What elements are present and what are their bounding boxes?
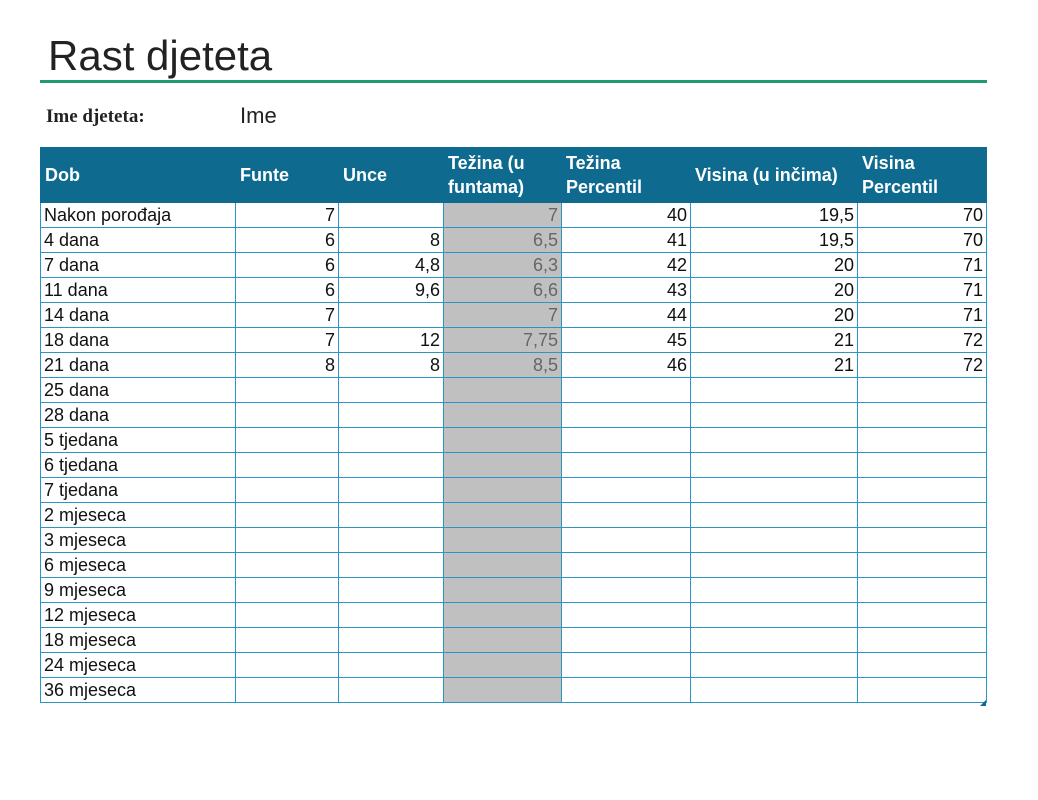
cell-height-percentile[interactable] bbox=[858, 428, 987, 453]
cell-ounces[interactable] bbox=[339, 603, 444, 628]
cell-pounds[interactable]: 6 bbox=[236, 278, 339, 303]
table-resize-handle[interactable] bbox=[980, 700, 986, 706]
column-header-weight-in-pounds[interactable]: Težina (u funtama) bbox=[444, 148, 562, 202]
cell-ounces[interactable] bbox=[339, 428, 444, 453]
cell-pounds[interactable] bbox=[236, 503, 339, 528]
cell-age[interactable]: 2 mjeseca bbox=[41, 503, 236, 528]
cell-pounds[interactable] bbox=[236, 578, 339, 603]
cell-weight-percentile[interactable] bbox=[562, 653, 691, 678]
cell-weight-in-pounds[interactable] bbox=[444, 603, 562, 628]
cell-pounds[interactable]: 6 bbox=[236, 253, 339, 278]
cell-pounds[interactable]: 8 bbox=[236, 353, 339, 378]
cell-pounds[interactable] bbox=[236, 528, 339, 553]
cell-height-in-inches[interactable] bbox=[691, 578, 858, 603]
cell-pounds[interactable] bbox=[236, 653, 339, 678]
cell-height-in-inches[interactable] bbox=[691, 603, 858, 628]
cell-weight-percentile[interactable] bbox=[562, 553, 691, 578]
cell-ounces[interactable] bbox=[339, 303, 444, 328]
cell-pounds[interactable]: 7 bbox=[236, 303, 339, 328]
cell-weight-percentile[interactable]: 46 bbox=[562, 353, 691, 378]
cell-weight-percentile[interactable] bbox=[562, 528, 691, 553]
table-row bbox=[41, 253, 987, 278]
cell-pounds[interactable] bbox=[236, 428, 339, 453]
cell-height-in-inches[interactable]: 21 bbox=[691, 328, 858, 353]
cell-height-in-inches[interactable] bbox=[691, 403, 858, 428]
cell-height-in-inches[interactable] bbox=[691, 653, 858, 678]
cell-ounces[interactable] bbox=[339, 202, 444, 228]
column-header-pounds[interactable]: Funte bbox=[236, 148, 339, 202]
cell-weight-percentile[interactable] bbox=[562, 403, 691, 428]
table-row bbox=[41, 528, 987, 553]
cell-height-in-inches[interactable] bbox=[691, 528, 858, 553]
cell-height-percentile[interactable] bbox=[858, 478, 987, 503]
cell-height-percentile[interactable] bbox=[858, 378, 987, 403]
table-row bbox=[41, 553, 987, 578]
cell-weight-percentile[interactable] bbox=[562, 378, 691, 403]
cell-height-percentile[interactable]: 72 bbox=[858, 353, 987, 378]
cell-age[interactable]: 11 dana bbox=[41, 278, 236, 303]
cell-ounces[interactable] bbox=[339, 653, 444, 678]
cell-height-in-inches[interactable] bbox=[691, 553, 858, 578]
cell-weight-in-pounds[interactable] bbox=[444, 578, 562, 603]
cell-height-in-inches[interactable] bbox=[691, 478, 858, 503]
cell-weight-in-pounds[interactable] bbox=[444, 378, 562, 403]
cell-age[interactable]: 4 dana bbox=[41, 228, 236, 253]
cell-weight-in-pounds[interactable]: 6,6 bbox=[444, 278, 562, 303]
table-row bbox=[41, 478, 987, 503]
cell-height-percentile[interactable]: 71 bbox=[858, 303, 987, 328]
cell-height-percentile[interactable] bbox=[858, 528, 987, 553]
cell-weight-in-pounds[interactable] bbox=[444, 628, 562, 653]
cell-ounces[interactable] bbox=[339, 478, 444, 503]
growth-table bbox=[40, 147, 987, 703]
cell-height-percentile[interactable]: 70 bbox=[858, 228, 987, 253]
cell-age[interactable]: 25 dana bbox=[41, 378, 236, 403]
cell-ounces[interactable]: 9,6 bbox=[339, 278, 444, 303]
table-row bbox=[41, 453, 987, 478]
cell-height-in-inches[interactable] bbox=[691, 453, 858, 478]
cell-age[interactable]: 9 mjeseca bbox=[41, 578, 236, 603]
cell-weight-percentile[interactable] bbox=[562, 453, 691, 478]
cell-height-percentile[interactable]: 71 bbox=[858, 278, 987, 303]
cell-pounds[interactable] bbox=[236, 403, 339, 428]
cell-weight-in-pounds[interactable] bbox=[444, 553, 562, 578]
cell-pounds[interactable] bbox=[236, 603, 339, 628]
cell-height-percentile[interactable] bbox=[858, 453, 987, 478]
table-row bbox=[41, 678, 987, 703]
cell-height-in-inches[interactable]: 20 bbox=[691, 253, 858, 278]
cell-weight-percentile[interactable]: 41 bbox=[562, 228, 691, 253]
cell-weight-in-pounds[interactable]: 6,5 bbox=[444, 228, 562, 253]
cell-age[interactable]: 6 mjeseca bbox=[41, 553, 236, 578]
cell-weight-in-pounds[interactable] bbox=[444, 428, 562, 453]
column-header-age[interactable]: Dob bbox=[41, 148, 236, 202]
cell-height-in-inches[interactable]: 19,5 bbox=[691, 202, 858, 228]
cell-height-percentile[interactable] bbox=[858, 628, 987, 653]
cell-age[interactable]: Nakon porođaja bbox=[41, 202, 236, 228]
cell-weight-percentile[interactable]: 45 bbox=[562, 328, 691, 353]
cell-age[interactable]: 36 mjeseca bbox=[41, 678, 236, 703]
cell-weight-percentile[interactable]: 44 bbox=[562, 303, 691, 328]
cell-weight-in-pounds[interactable] bbox=[444, 478, 562, 503]
cell-weight-in-pounds[interactable] bbox=[444, 453, 562, 478]
page-title: Rast djeteta bbox=[48, 32, 273, 79]
cell-ounces[interactable] bbox=[339, 678, 444, 703]
cell-age[interactable]: 7 tjedana bbox=[41, 478, 236, 503]
cell-height-in-inches[interactable] bbox=[691, 428, 858, 453]
table-row bbox=[41, 578, 987, 603]
cell-age[interactable]: 18 dana bbox=[41, 328, 236, 353]
cell-ounces[interactable]: 12 bbox=[339, 328, 444, 353]
cell-weight-in-pounds[interactable]: 7 bbox=[444, 202, 562, 228]
cell-weight-in-pounds[interactable]: 7,75 bbox=[444, 328, 562, 353]
cell-height-in-inches[interactable] bbox=[691, 503, 858, 528]
cell-ounces[interactable] bbox=[339, 528, 444, 553]
cell-age[interactable]: 18 mjeseca bbox=[41, 628, 236, 653]
cell-height-percentile[interactable]: 70 bbox=[858, 202, 987, 228]
cell-height-in-inches[interactable]: 20 bbox=[691, 278, 858, 303]
cell-pounds[interactable] bbox=[236, 378, 339, 403]
table-row bbox=[41, 503, 987, 528]
table-row bbox=[41, 428, 987, 453]
table-row bbox=[41, 653, 987, 678]
cell-ounces[interactable]: 8 bbox=[339, 353, 444, 378]
cell-weight-in-pounds[interactable]: 6,3 bbox=[444, 253, 562, 278]
table-row bbox=[41, 328, 987, 353]
cell-weight-percentile[interactable] bbox=[562, 578, 691, 603]
cell-weight-percentile[interactable] bbox=[562, 428, 691, 453]
cell-weight-in-pounds[interactable]: 8,5 bbox=[444, 353, 562, 378]
cell-weight-percentile[interactable] bbox=[562, 678, 691, 703]
cell-height-in-inches[interactable]: 21 bbox=[691, 353, 858, 378]
cell-pounds[interactable] bbox=[236, 678, 339, 703]
cell-age[interactable]: 7 dana bbox=[41, 253, 236, 278]
cell-height-percentile[interactable] bbox=[858, 603, 987, 628]
cell-ounces[interactable] bbox=[339, 578, 444, 603]
growth-table-body bbox=[41, 202, 987, 703]
table-row bbox=[41, 202, 987, 228]
cell-weight-percentile[interactable] bbox=[562, 603, 691, 628]
cell-age[interactable]: 12 mjeseca bbox=[41, 603, 236, 628]
cell-weight-in-pounds[interactable] bbox=[444, 678, 562, 703]
cell-height-in-inches[interactable]: 19,5 bbox=[691, 228, 858, 253]
cell-weight-in-pounds[interactable]: 7 bbox=[444, 303, 562, 328]
child-name-field[interactable]: Ime bbox=[240, 103, 277, 128]
cell-weight-in-pounds[interactable] bbox=[444, 653, 562, 678]
cell-ounces[interactable] bbox=[339, 453, 444, 478]
cell-height-percentile[interactable] bbox=[858, 403, 987, 428]
column-header-weight-percentile[interactable]: Težina Percentil bbox=[562, 148, 691, 202]
cell-height-percentile[interactable]: 71 bbox=[858, 253, 987, 278]
cell-age[interactable]: 3 mjeseca bbox=[41, 528, 236, 553]
cell-age[interactable]: 21 dana bbox=[41, 353, 236, 378]
cell-ounces[interactable] bbox=[339, 628, 444, 653]
cell-height-in-inches[interactable] bbox=[691, 378, 858, 403]
cell-weight-percentile[interactable] bbox=[562, 503, 691, 528]
cell-ounces[interactable] bbox=[339, 503, 444, 528]
cell-weight-percentile[interactable]: 42 bbox=[562, 253, 691, 278]
cell-height-percentile[interactable] bbox=[858, 503, 987, 528]
cell-pounds[interactable] bbox=[236, 628, 339, 653]
cell-pounds[interactable]: 7 bbox=[236, 328, 339, 353]
table-row bbox=[41, 378, 987, 403]
cell-age[interactable]: 5 tjedana bbox=[41, 428, 236, 453]
cell-weight-percentile[interactable]: 40 bbox=[562, 202, 691, 228]
cell-height-percentile[interactable]: 72 bbox=[858, 328, 987, 353]
cell-weight-in-pounds[interactable] bbox=[444, 403, 562, 428]
cell-pounds[interactable]: 6 bbox=[236, 228, 339, 253]
cell-pounds[interactable]: 7 bbox=[236, 202, 339, 228]
table-row bbox=[41, 278, 987, 303]
title-underline bbox=[40, 80, 987, 83]
cell-age[interactable]: 24 mjeseca bbox=[41, 653, 236, 678]
column-header-height-in-inches[interactable]: Visina (u inčima) bbox=[691, 148, 858, 202]
table-row bbox=[41, 403, 987, 428]
cell-age[interactable]: 14 dana bbox=[41, 303, 236, 328]
table-row bbox=[41, 353, 987, 378]
cell-pounds[interactable] bbox=[236, 453, 339, 478]
cell-weight-in-pounds[interactable] bbox=[444, 528, 562, 553]
cell-weight-percentile[interactable] bbox=[562, 478, 691, 503]
cell-height-percentile[interactable] bbox=[858, 678, 987, 703]
cell-weight-percentile[interactable]: 43 bbox=[562, 278, 691, 303]
column-header-ounces[interactable]: Unce bbox=[339, 148, 444, 202]
cell-weight-percentile[interactable] bbox=[562, 628, 691, 653]
cell-ounces[interactable]: 8 bbox=[339, 228, 444, 253]
cell-height-percentile[interactable] bbox=[858, 653, 987, 678]
cell-ounces[interactable] bbox=[339, 403, 444, 428]
cell-ounces[interactable]: 4,8 bbox=[339, 253, 444, 278]
cell-age[interactable]: 6 tjedana bbox=[41, 453, 236, 478]
child-name-label: Ime djeteta: bbox=[46, 106, 145, 127]
cell-ounces[interactable] bbox=[339, 553, 444, 578]
table-row bbox=[41, 228, 987, 253]
cell-pounds[interactable] bbox=[236, 478, 339, 503]
cell-height-in-inches[interactable]: 20 bbox=[691, 303, 858, 328]
cell-height-in-inches[interactable] bbox=[691, 678, 858, 703]
cell-height-percentile[interactable] bbox=[858, 553, 987, 578]
cell-height-percentile[interactable] bbox=[858, 578, 987, 603]
cell-weight-in-pounds[interactable] bbox=[444, 503, 562, 528]
header-row bbox=[41, 148, 987, 202]
cell-pounds[interactable] bbox=[236, 553, 339, 578]
cell-age[interactable]: 28 dana bbox=[41, 403, 236, 428]
table-row bbox=[41, 303, 987, 328]
table-row bbox=[41, 603, 987, 628]
cell-height-in-inches[interactable] bbox=[691, 628, 858, 653]
cell-ounces[interactable] bbox=[339, 378, 444, 403]
table-row bbox=[41, 628, 987, 653]
column-header-height-percentile[interactable]: Visina Percentil bbox=[858, 148, 987, 202]
